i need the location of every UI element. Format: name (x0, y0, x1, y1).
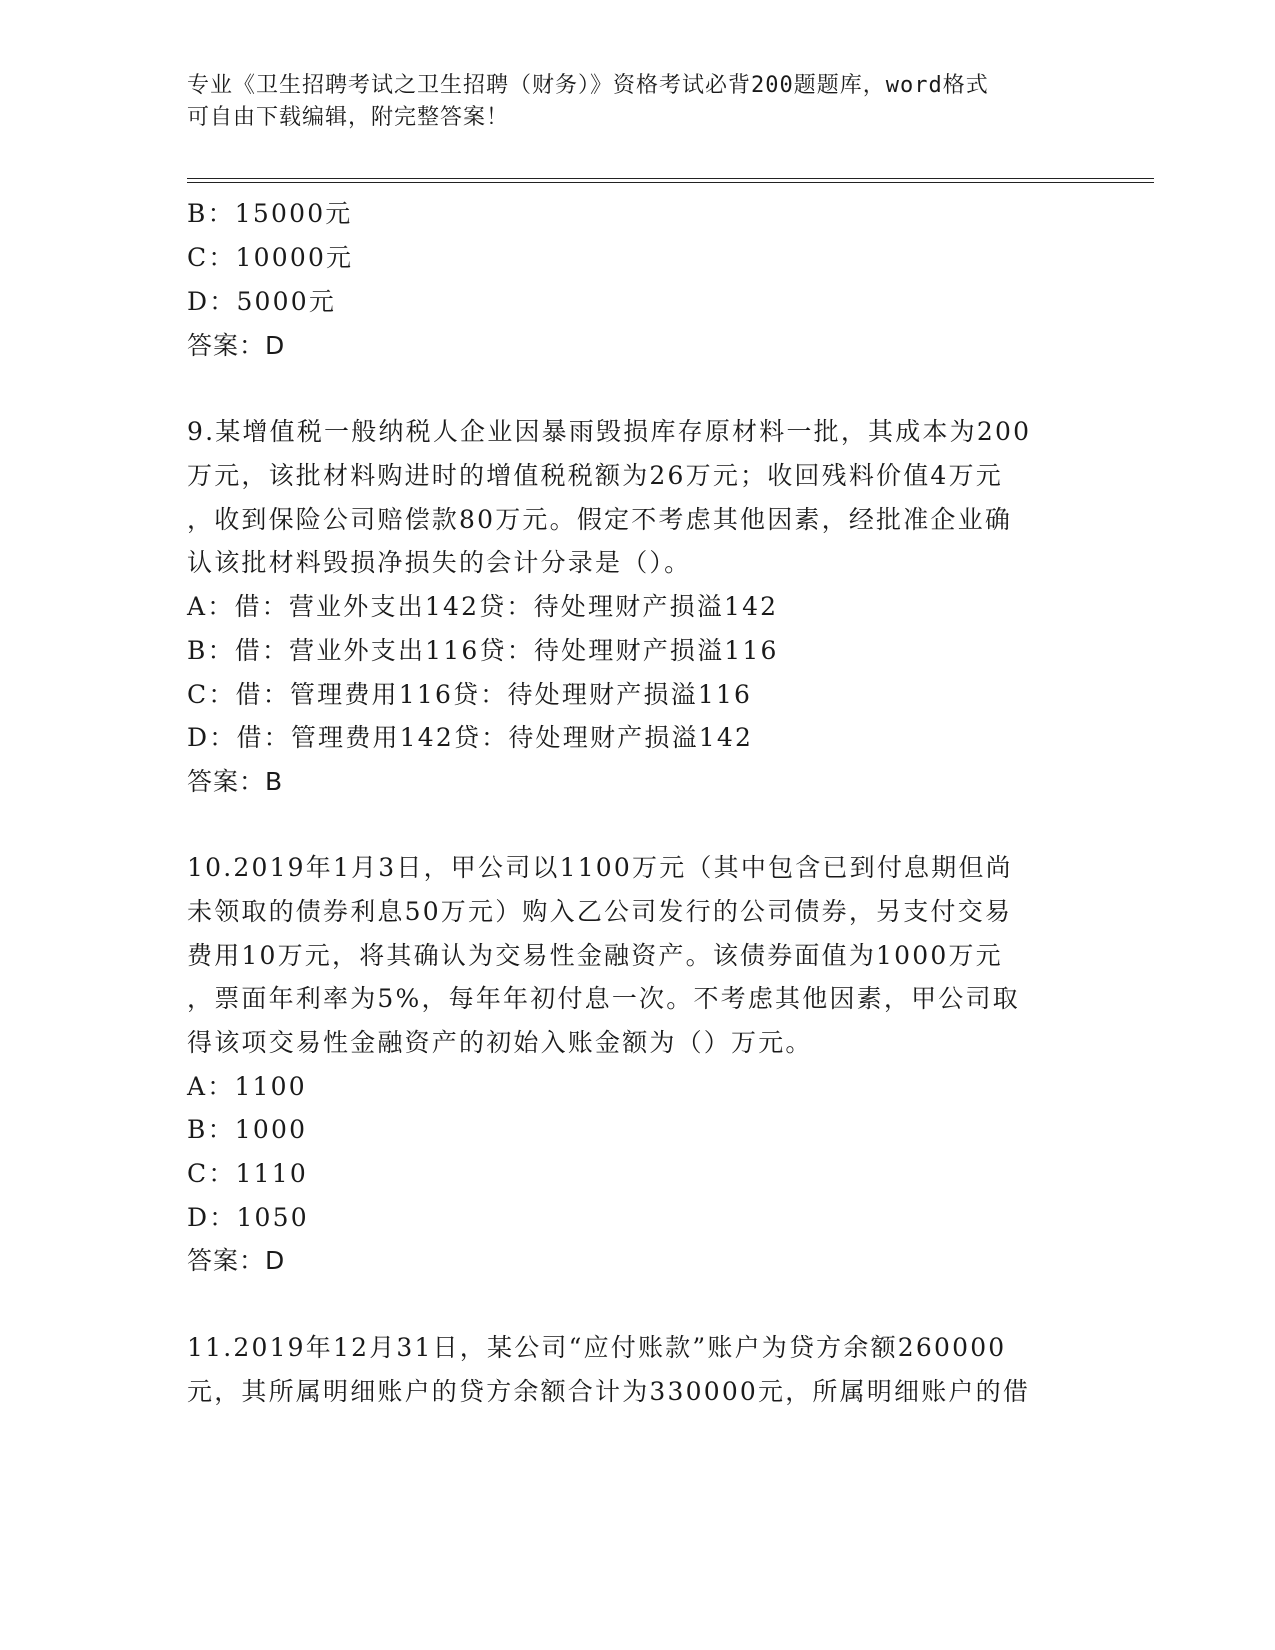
q10-stem-line-5: 得该项交易性金融资产的初始入账金额为（）万元。 (187, 1028, 813, 1057)
q10-option-b: B：1000 (187, 1115, 308, 1144)
q9-option-b: B：借：营业外支出116贷：待处理财产损溢116 (187, 636, 779, 665)
q10-option-a: A：1100 (187, 1072, 307, 1101)
q9-answer: 答案：B (187, 767, 284, 796)
q9-option-a: A：借：营业外支出142贷：待处理财产损溢142 (187, 592, 779, 621)
q10-stem-line-3: 费用10万元，将其确认为交易性金融资产。该债券面值为1000万元 (187, 941, 1003, 970)
q8-option-d: D：5000元 (187, 287, 337, 316)
q9-stem-line-1: 9.某增值税一般纳税人企业因暴雨毁损库存原材料一批，其成本为200 (187, 417, 1032, 446)
header-line-1: 专业《卫生招聘考试之卫生招聘（财务）》资格考试必背200题题库，word格式 (187, 73, 989, 98)
q10-answer: 答案：D (187, 1246, 286, 1275)
q8-answer: 答案：D (187, 331, 286, 360)
header-rule-bottom (187, 182, 1154, 183)
q8-option-b: B：15000元 (187, 199, 353, 228)
q10-stem-line-4: ，票面年利率为5%，每年年初付息一次。不考虑其他因素，甲公司取 (187, 984, 1020, 1013)
q10-option-c: C：1110 (187, 1159, 308, 1188)
q9-stem-line-3: ，收到保险公司赔偿款80万元。假定不考虑其他因素，经批准企业确 (187, 505, 1013, 534)
q10-stem-line-2: 未领取的债券利息50万元）购入乙公司发行的公司债券，另支付交易 (187, 897, 1013, 926)
q11-stem-line-2: 元，其所属明细账户的贷方余额合计为330000元，所属明细账户的借 (187, 1377, 1031, 1406)
q9-option-c: C：借：管理费用116贷：待处理财产损溢116 (187, 680, 753, 709)
q10-stem-line-1: 10.2019年1月3日，甲公司以1100万元（其中包含已到付息期但尚 (187, 853, 1013, 882)
q10-option-d: D：1050 (187, 1203, 309, 1232)
q8-option-c: C：10000元 (187, 243, 354, 272)
header-rule-top (187, 178, 1154, 179)
q11-stem-line-1: 11.2019年12月31日，某公司“应付账款”账户为贷方余额260000 (187, 1333, 1007, 1362)
document-header (187, 70, 1087, 134)
q9-stem-line-2: 万元，该批材料购进时的增值税税额为26万元；收回残料价值4万元 (187, 461, 1003, 490)
q9-option-d: D：借：管理费用142贷：待处理财产损溢142 (187, 723, 754, 752)
q9-stem-line-4: 认该批材料毁损净损失的会计分录是（）。 (187, 548, 692, 577)
header-line-2: 可自由下载编辑，附完整答案！ (187, 105, 510, 130)
